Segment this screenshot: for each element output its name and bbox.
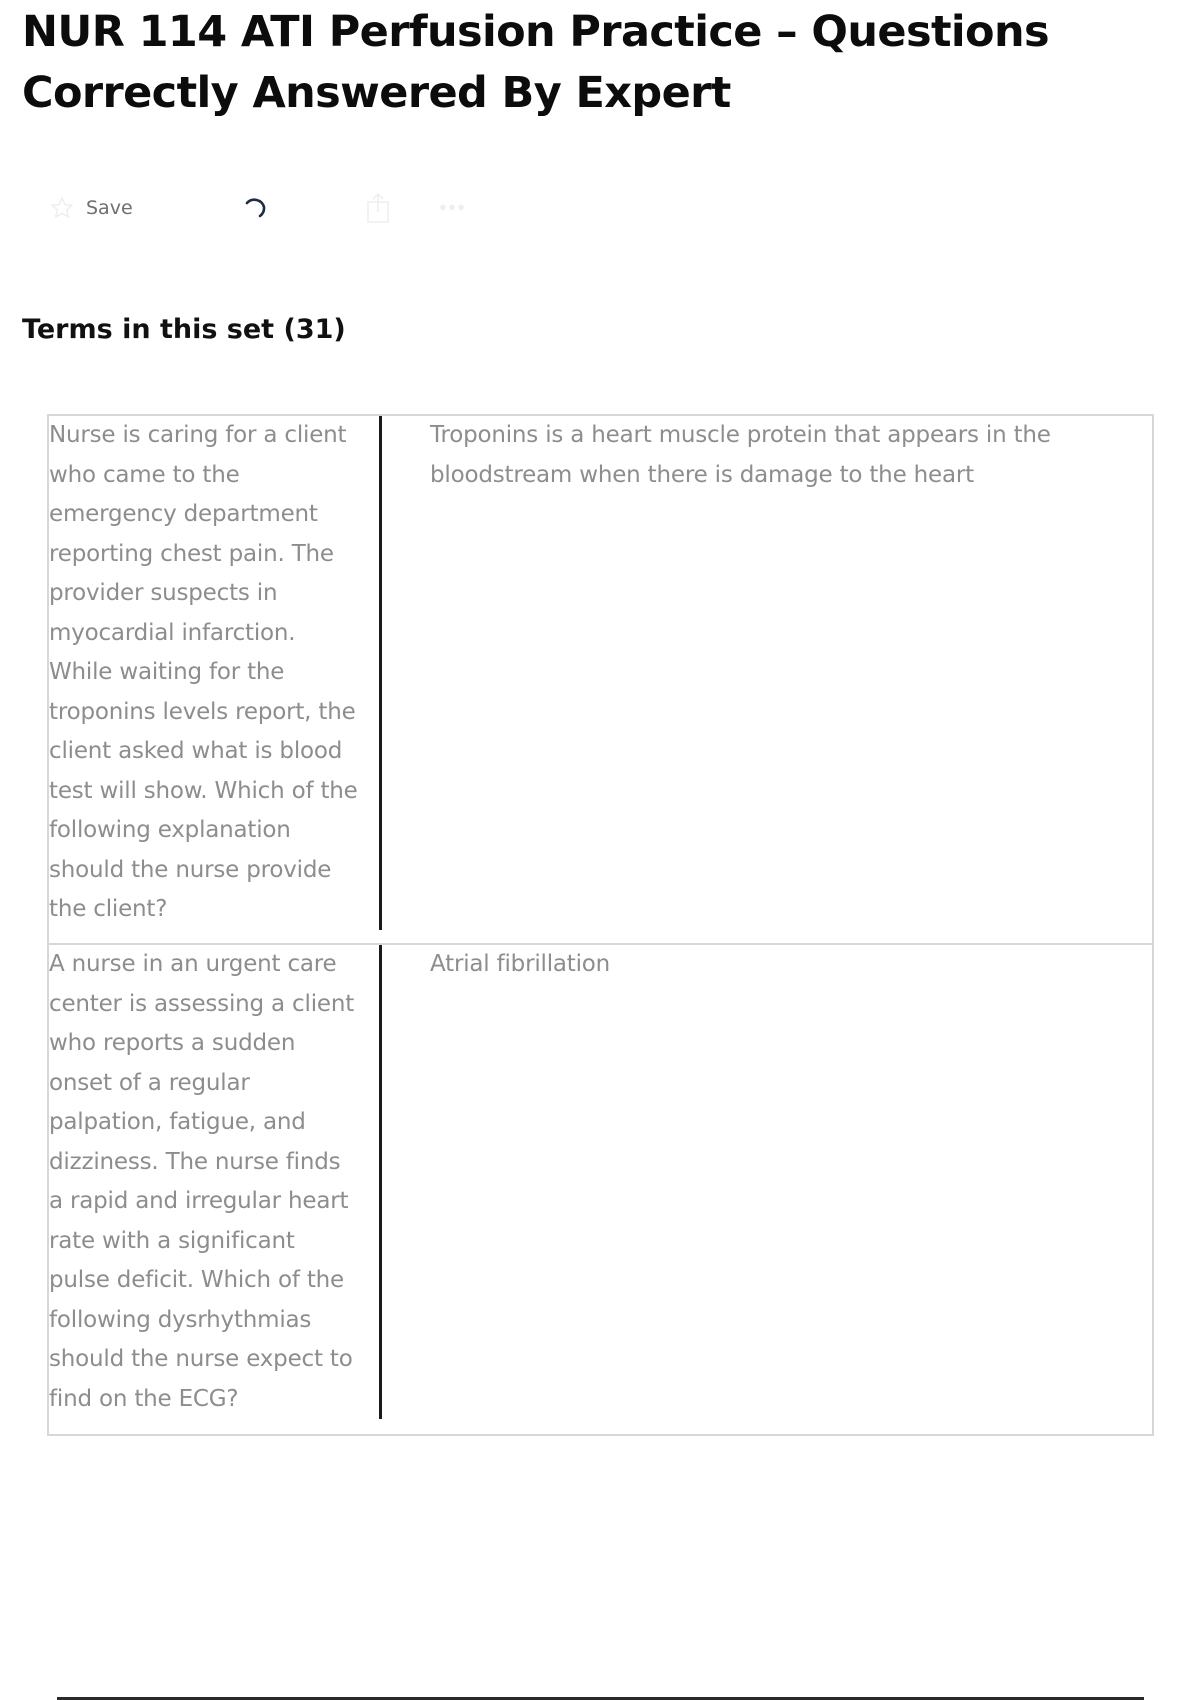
- terms-list: [47, 414, 1154, 1436]
- definition-text: Troponins is a heart muscle protein that appears in the bloodstream when there is damage to the heart: [430, 422, 1051, 488]
- page-title: NUR 114 ATI Perfusion Practice – Questions Correctly Answered By Expert: [22, 7, 1049, 118]
- save-label: Save: [86, 197, 133, 219]
- loading-spinner-icon: [242, 194, 270, 222]
- share-button[interactable]: [364, 192, 392, 224]
- save-button[interactable]: [50, 188, 133, 228]
- term-card[interactable]: [47, 414, 1154, 945]
- more-icon: •••: [439, 197, 467, 219]
- term-text: A nurse in an urgent care center is assessing a client who reports a sudden onset of a regular palpation, fatigue, and dizziness. The nurse finds a rapid and irregular heart rate with a significant pulse deficit. Which of the following dysrhythmias should the nurse expect to find on the ECG?: [49, 951, 355, 1412]
- term-divider: [379, 416, 382, 930]
- definition-text: Atrial fibrillation: [430, 951, 611, 977]
- star-icon: [50, 196, 74, 220]
- terms-heading: Terms in this set (31): [22, 314, 346, 345]
- term-text: Nurse is caring for a client who came to the emergency department reporting chest pain. The provider suspects in myocardial infarction. While waiting for the troponins levels report, the client asked what is blood test will show. Which of the following explanation should the nurse provide the client?: [49, 422, 358, 922]
- term-divider: [379, 945, 382, 1419]
- term-card[interactable]: [47, 945, 1154, 1436]
- toolbar: [50, 188, 490, 228]
- more-button[interactable]: [436, 196, 470, 220]
- share-icon: [364, 192, 392, 224]
